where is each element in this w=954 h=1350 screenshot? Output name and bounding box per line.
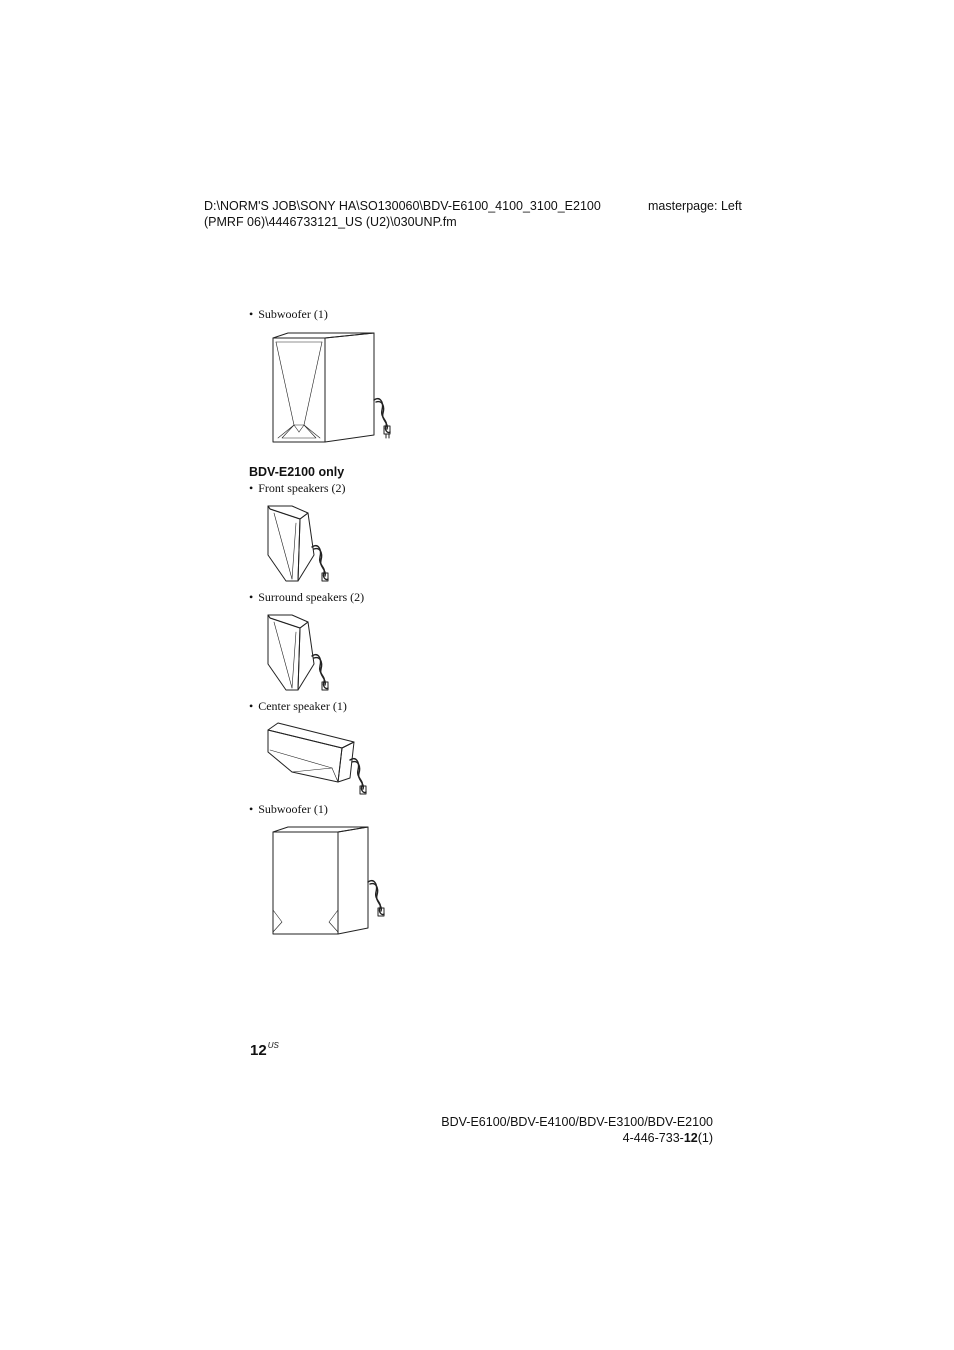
item-label: Center speaker (1) <box>258 699 347 713</box>
file-path-line-1: D:\NORM'S JOB\SONY HA\SO130060\BDV-E6100_4100_3100_E2100 <box>204 199 601 213</box>
list-item-subwoofer <box>249 802 328 817</box>
page-number-value: 12 <box>250 1042 267 1059</box>
part-code-prefix: 4-446-733- <box>622 1131 684 1145</box>
part-code-suffix: (1) <box>697 1131 713 1145</box>
front-speaker-icon <box>262 503 342 588</box>
list-item-subwoofer-top <box>249 307 328 322</box>
bullet-mark: • <box>249 699 254 713</box>
subwoofer-icon <box>270 330 410 445</box>
item-label: Subwoofer (1) <box>258 802 328 816</box>
center-speaker-icon <box>262 720 372 800</box>
page-number-suffix: US <box>267 1041 279 1050</box>
list-item-front-speakers <box>249 481 346 496</box>
bullet-mark: • <box>249 590 254 604</box>
subwoofer-icon <box>270 824 400 939</box>
bullet-mark: • <box>249 802 254 816</box>
list-item-surround-speakers <box>249 590 364 605</box>
bullet-mark: • <box>249 307 254 321</box>
masterpage-label: masterpage: Left <box>648 199 742 213</box>
footer-models: BDV-E6100/BDV-E4100/BDV-E3100/BDV-E2100 <box>441 1115 713 1129</box>
part-code-page: 12 <box>683 1131 698 1145</box>
item-label: Front speakers (2) <box>258 481 346 495</box>
page-number <box>250 1041 279 1059</box>
surround-speaker-icon <box>262 612 342 697</box>
bullet-mark: • <box>249 481 254 495</box>
item-label: Subwoofer (1) <box>258 307 328 321</box>
file-path-line-2: (PMRF 06)\4446733121_US (U2)\030UNP.fm <box>204 215 457 229</box>
item-label: Surround speakers (2) <box>258 590 365 604</box>
list-item-center-speaker <box>249 699 347 714</box>
section-heading: BDV-E2100 only <box>249 465 345 479</box>
footer-part-code <box>623 1130 713 1146</box>
